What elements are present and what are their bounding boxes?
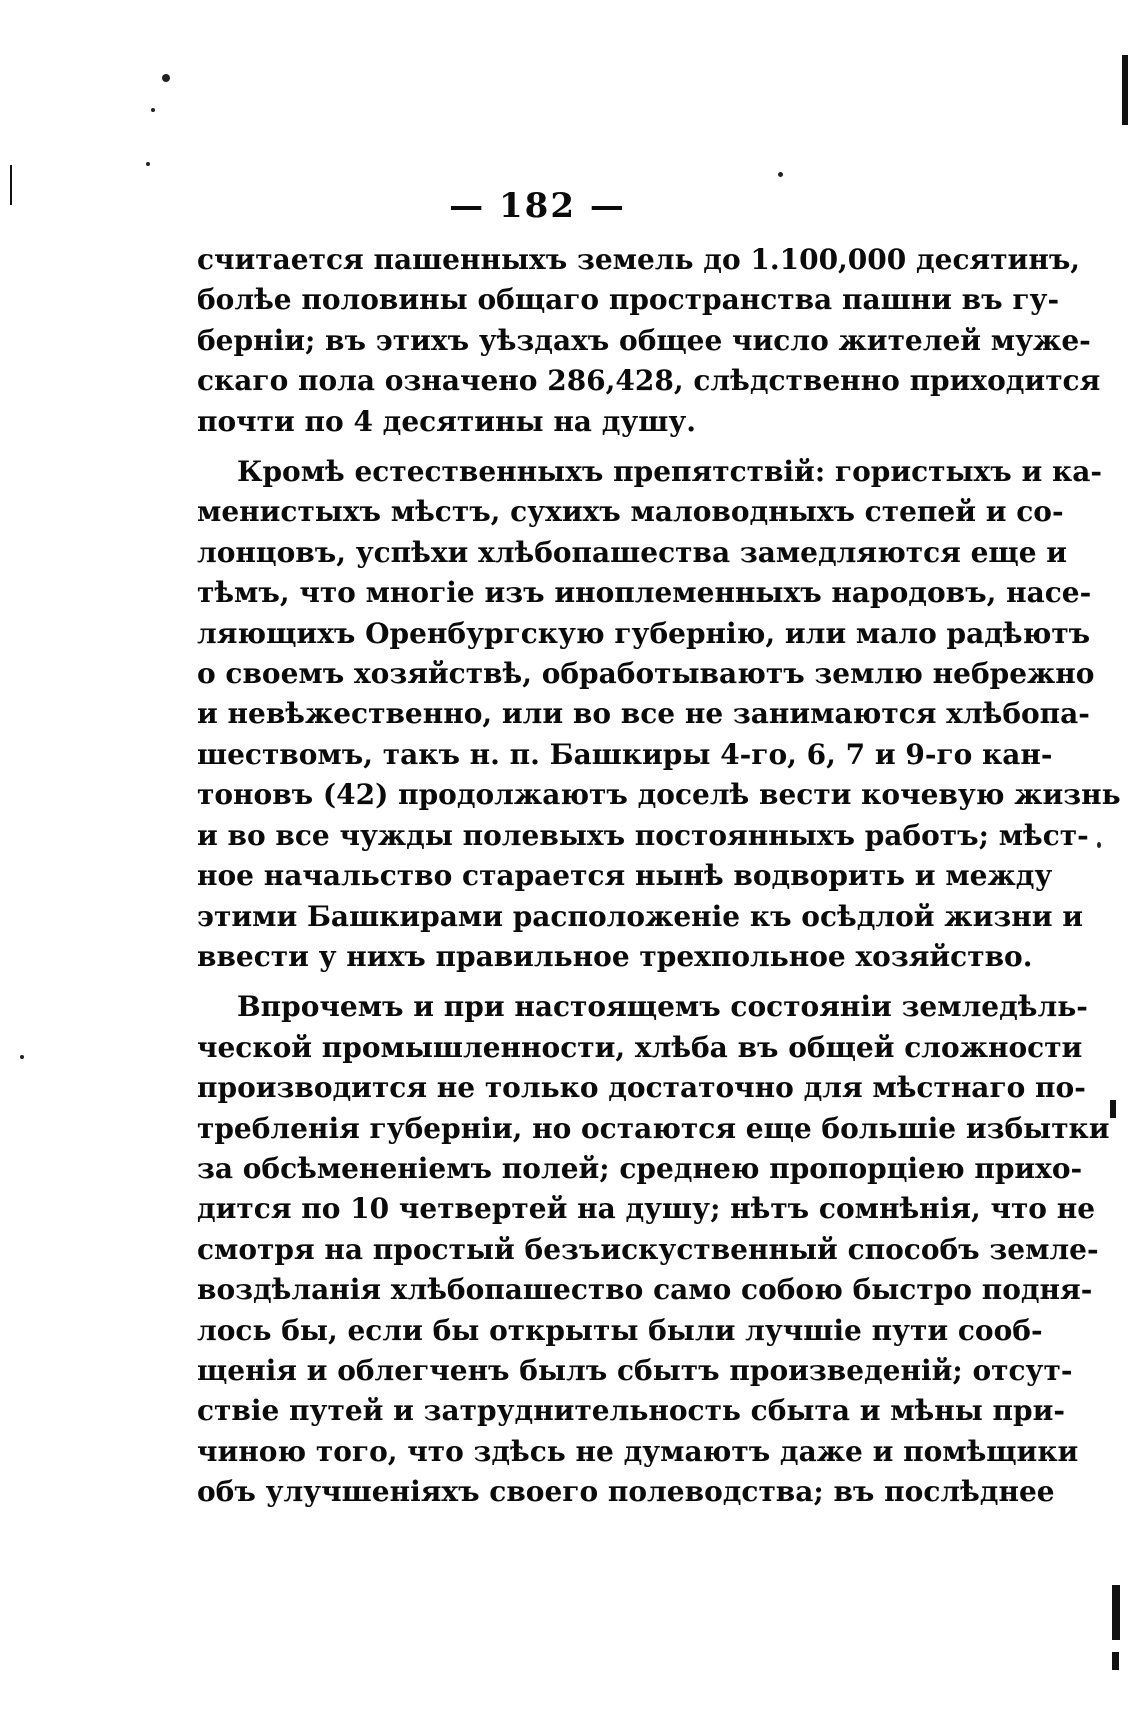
text-line: лось бы, если бы открыты были лучшіе пути сооб- — [197, 1313, 1043, 1347]
text-line: требленія губерніи, но остаются еще большіе избытки — [197, 1111, 1110, 1145]
text-line: считается пашенныхъ земель до 1.100,000 десятинъ, — [197, 243, 1081, 276]
text-line: болѣе половины общаго пространства пашни въ гу- — [197, 283, 1060, 317]
text-line: и во все чужды полевыхъ постоянныхъ работъ; мѣст- — [197, 818, 1089, 852]
text-line: щенія и облегченъ былъ сбытъ произведеній; отсут- — [197, 1353, 1073, 1387]
text-line: ввести у нихъ правильное трехпольное хозяйство. — [197, 939, 1033, 973]
text-line: объ улучшеніяхъ своего полеводства; въ послѣднее — [197, 1475, 1055, 1509]
text-line: о своемъ хозяйствѣ, обработываютъ землю небрежно — [197, 657, 1095, 691]
text-line: почти по 4 десятины на душу. — [197, 404, 697, 438]
text-line: за обсѣмененіемъ полей; среднею пропорціею прихо- — [197, 1151, 1083, 1185]
text-line: менистыхъ мѣстъ, сухихъ маловодныхъ степей и со- — [197, 495, 1064, 529]
text-line: чиною того, что здѣсь не думаютъ даже и помѣщики — [197, 1434, 1079, 1468]
text-line: дится по 10 четвертей на душу; нѣтъ сомнѣнія, что не — [197, 1192, 1096, 1226]
text-line: производится не только достаточно для мѣстнаго по- — [197, 1071, 1086, 1105]
page-number: — 182 — — [449, 186, 626, 226]
scan-edge-mark — [1110, 1100, 1116, 1118]
text-line: ческой промышленности, хлѣба въ общей сложности — [197, 1030, 1083, 1064]
text-line: этими Башкирами расположеніе къ осѣдлой жизни и — [197, 899, 1083, 933]
text-line: скаго пола означено 286,428, слѣдственно приходится — [197, 364, 1101, 398]
text-line: берніи; въ этихъ уѣздахъ общее число жителей муже- — [197, 323, 1091, 357]
text-line: шествомъ, такъ н. п. Башкиры 4-го, 6, 7 и 9-го кан- — [197, 737, 1053, 771]
scan-speck — [778, 172, 783, 177]
page-body-text — [197, 240, 1121, 1513]
paragraph — [197, 987, 1110, 1512]
scan-speck — [162, 74, 170, 82]
text-line: лонцовъ, успѣхи хлѣбопашества замедляются еще и — [197, 535, 1068, 569]
scan-speck — [1097, 842, 1101, 848]
scan-edge-mark — [1112, 1585, 1120, 1640]
text-line: смотря на простый безъискуственный способъ земле- — [197, 1232, 1099, 1266]
text-line: ляющихъ Оренбургскую губернію, или мало радѣютъ — [197, 616, 1091, 650]
scan-edge-mark — [1112, 1652, 1119, 1670]
text-line: ствіе путей и затруднительность сбыта и мѣны при- — [197, 1394, 1066, 1428]
paragraph — [197, 452, 1121, 977]
scan-speck — [146, 162, 150, 166]
text-line: Кромѣ естественныхъ препятствій: гористыхъ и ка- — [237, 455, 1102, 489]
text-line: воздѣланія хлѣбопашество само собою быстро подня- — [197, 1273, 1093, 1307]
paragraph — [197, 240, 1101, 442]
scan-edge-mark — [1122, 55, 1128, 125]
text-line: Впрочемъ и при настоящемъ состояніи земледѣль- — [237, 990, 1088, 1024]
text-line: ное начальство старается нынѣ водворить и между — [197, 859, 1053, 893]
text-line: и невѣжественно, или во все не занимаются хлѣбопа- — [197, 697, 1090, 731]
text-line: тѣмъ, что многіе изъ иноплеменныхъ народовъ, насе- — [197, 576, 1092, 610]
scan-speck — [151, 108, 155, 112]
text-line: тоновъ (42) продолжаютъ доселѣ вести кочевую жизнь — [197, 778, 1121, 812]
scan-speck — [20, 1055, 24, 1059]
